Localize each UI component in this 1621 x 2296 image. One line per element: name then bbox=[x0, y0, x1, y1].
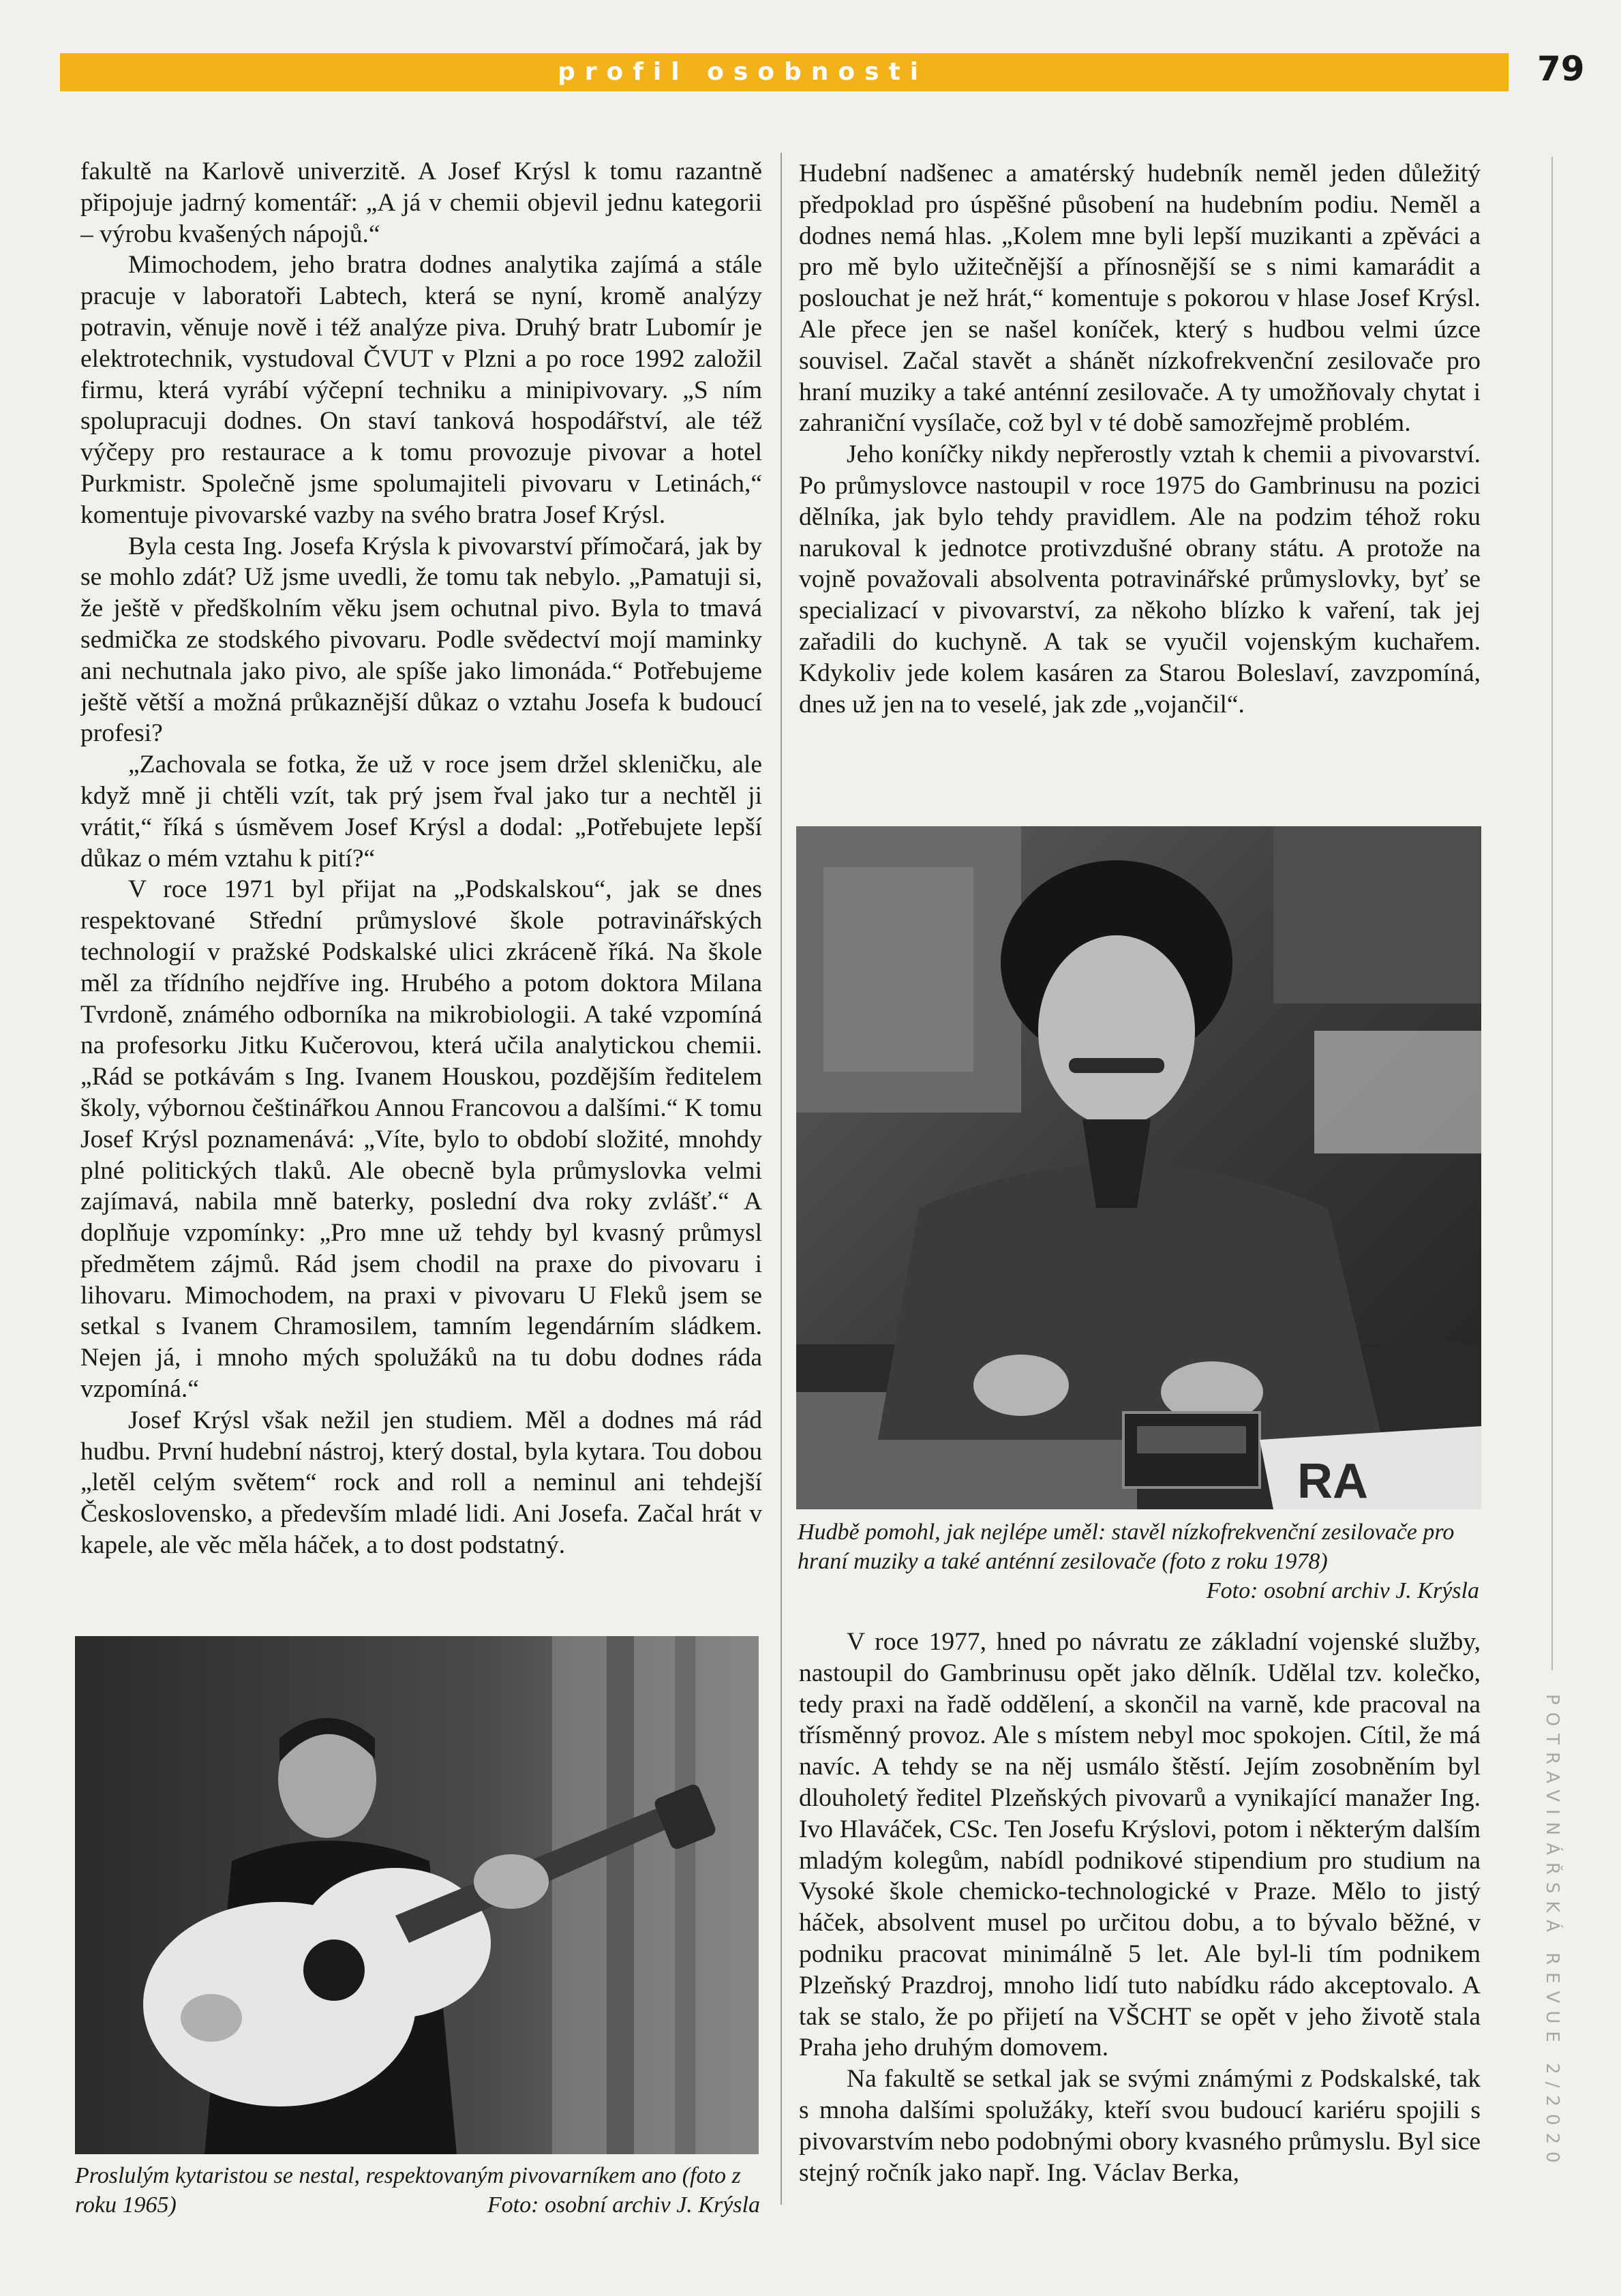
photo-guitar-image bbox=[75, 1636, 759, 2154]
side-rule bbox=[1551, 157, 1553, 1670]
photo-credit: Foto: osobní archiv J. Krýsla bbox=[1206, 1578, 1479, 1603]
magazine-side-label: POTRAVINÁŘSKÁ REVUE 2/2020 bbox=[1542, 1694, 1562, 2171]
caption-amplifier-photo bbox=[798, 1517, 1479, 1603]
paragraph: Hudební nadšenec a amatérský hudebník neměl jeden důležitý předpoklad pro úspěšné působení na hudebním podiu. Neměl a dodnes nemá hlas. „Kolem mne byli lepší muzikanti a zpěváci a pro mě bylo užitečnější a přínosnější se s nimi kamarádit a poslouchat je než hrát,“ komentuje s pokorou v hlase Josef Krýsl. Ale přece jen se našel koníček, který s hudbou velmi úzce souvisel. Začal stavět a shánět nízkofrekvenční zesilovače pro hraní muziky a také anténní zesilovače. A ty umožňovaly chytat i zahraniční vysílače, což byl v té době samozřejmě problém. bbox=[799, 160, 1481, 438]
photo-credit: Foto: osobní archiv J. Krýsla bbox=[487, 2192, 760, 2218]
caption-guitar-photo bbox=[75, 2161, 760, 2222]
paragraph: Na fakultě se setkal jak se svými známými z Podskalské, tak s mnoha dalšími spolužáky, kteří svou budoucí kariéru spojili s pivovarstvím nebo podobnými obory kvasného průmyslu. Byl sice stejný ročník jako např. Ing. Václav Berka, bbox=[799, 2065, 1481, 2187]
paragraph: fakultě na Karlově univerzitě. A Josef Krýsl k tomu razantně připojuje jadrný komentář: „A já v chemii objevil jednu kategorii – výrobu kvašených nápojů.“ bbox=[80, 157, 762, 248]
paragraph: Mimochodem, jeho bratra dodnes analytika zajímá a stále pracuje v laboratoři Labtech, která se nyní, kromě analýzy potravin, věnuje nově i též analýze piva. Druhý bratr Lubomír je elektrotechnik, vystudoval ČVUT v Plzni a po roce 1992 založil firmu, která vyrábí výčepní techniku a minipivovary. „S ním spolupracuji dodnes. On staví tanková hospodářství, ale též výčepy pro restaurace a k tomu provozuje pivovar a hotel Purkmistr. Společně jsme spolumajiteli pivovaru v Letinách,“ komentuje pivovarské vazby na svého bratra Josef Krýsl. bbox=[80, 251, 762, 529]
photo-amplifier bbox=[796, 826, 1481, 1509]
caption-text: Hudbě pomohl, jak nejlépe uměl: stavěl nízkofrekvenční zesilovače pro hraní muziky a také anténní zesilovače (foto z roku 1978) bbox=[798, 1520, 1455, 1574]
section-title: profil osobnosti bbox=[558, 58, 928, 86]
magazine-lettering: RA bbox=[1297, 1454, 1368, 1509]
right-column-top bbox=[799, 158, 1481, 806]
paragraph: Josef Krýsl však nežil jen studiem. Měl a dodnes má rád hudbu. První hudební nástroj, který dostal, byla kytara. Tou dobou „letěl celým světem“ rock and roll a neminul ani tehdejší Československo, a především mladé lidi. Ani Josefa. Začal hrát v kapele, ale věc měla háček, a to dost podstatný. bbox=[80, 1406, 762, 1560]
photo-guitar bbox=[75, 1636, 759, 2154]
page-number: 79 bbox=[1537, 49, 1585, 89]
column-divider bbox=[781, 153, 782, 2205]
caption-text: Proslulým kytaristou se nestal, respektovaným pivovarníkem ano (foto z roku 1965) bbox=[75, 2163, 741, 2218]
paragraph: Jeho koníčky nikdy nepřerostly vztah k chemii a pivovarství. Po průmyslovce nastoupil v roce 1975 do Gambrinusu na pozici dělníka, jak bylo tehdy pravidlem. Ale na podzim téhož roku narukoval k jednotce protivzdušné obrany státu. A protože na vojně považovali absolventa potravinářské průmyslovky, byť se specializací v pivovarství, za někoho blízko k vaření, tak jej zařadili do kuchyně. A tak se vyučil vojenským kuchařem. Kdykoliv jede kolem kasáren za Starou Boleslaví, zavzpomíná, dnes už jen na to veselé, jak zde „vojančil“. bbox=[799, 440, 1481, 719]
paragraph: Byla cesta Ing. Josefa Krýsla k pivovarství přímočará, jak by se mohlo zdát? Už jsme uvedli, že tomu tak nebylo. „Pamatuji si, že ještě v předškolním věku jsem ochutnal pivo. Byla to tmavá sedmička ze stodského pivovaru. Podle svědectví mojí maminky ani nechutnala jako pivo, ale spíše jako limonáda.“ Potřebujeme ještě větší a možná průkaznější důkaz o vztahu Josefa k budoucí profesi? bbox=[80, 532, 762, 748]
right-column-bottom bbox=[799, 1627, 1481, 2233]
paragraph: V roce 1977, hned po návratu ze základní vojenské služby, nastoupil do Gambrinusu opět jako dělník. Udělal tzv. kolečko, tedy praxi na řadě oddělení, a skončil na varně, kde pracoval na třísměnný provoz. Ale s místem nebyl moc spokojen. Cítil, že má navíc. A tehdy se na něj usmálo štěstí. Jejím zosobněním byl dlouholetý ředitel Plzeňských pivovarů a vynikající manažer Ing. Ivo Hlaváček, CSc. Ten Josefu Krýslovi, potom i některým dalším mladým kolegům, nabídl podnikové stipendium pro studium na Vysoké škole chemicko-technologické v Praze. Mělo to jistý háček, absolvent musel po určitou dobu, a to bývalo běžné, v podniku pracovat minimálně 5 let. Ale byl-li tím podnikem Plzeňský Prazdroj, mnoho lidí tuto nabídku rádo akceptovalo. A tak se stalo, že po přijetí na VŠCHT se opět v jeho životě stala Praha jeho druhým domovem. bbox=[799, 1628, 1481, 2062]
paragraph: V roce 1971 byl přijat na „Podskalskou“, jak se dnes respektované Střední průmyslové škole potravinářských technologií v pražské Podskalské ulici zkráceně říká. Na škole měl za třídního nejdříve ing. Hrubého a potom doktora Milana Tvrdoně, známého odborníka na mikrobiologii. A také vzpomíná na profesorku Jitku Kučerovou, která učila analytickou chemii. „Rád se potkávám s Ing. Ivanem Houskou, pozdějším ředitelem školy, výbornou češtinářkou Annou Francovou a dalšími.“ K tomu Josef Krýsl poznamenává: „Víte, bylo to období složité, mnohdy plné politických tlaků. Ale obecně byla průmyslovka velmi zajímavá, nabila mně baterky, poslední dva roky zvlášť.“ A doplňuje vzpomínky: „Pro mne už tehdy byl kvasný průmysl předmětem zájmů. Rád jsem chodil na praxe do pivovaru i lihovaru. Mimochodem, na praxi v pivovaru U Fleků jsem se setkal s Ivanem Chramosilem, tamním legendárním sládkem. Nejen já, i mnoho mých spolužáků na tu dobu dodnes ráda vzpomíná.“ bbox=[80, 875, 762, 1404]
paragraph: „Zachovala se fotka, že už v roce jsem držel skleničku, ale když mně ji chtěli vzít, tak prý jsem řval jako tur a nechtěl ji vrátit,“ říká s úsměvem Josef Krýsl a dodal: „Potřebujete lepší důkaz o mém vztahu k pití?“ bbox=[80, 751, 762, 873]
photo-amplifier-image bbox=[796, 826, 1481, 1509]
left-column bbox=[80, 156, 762, 1615]
